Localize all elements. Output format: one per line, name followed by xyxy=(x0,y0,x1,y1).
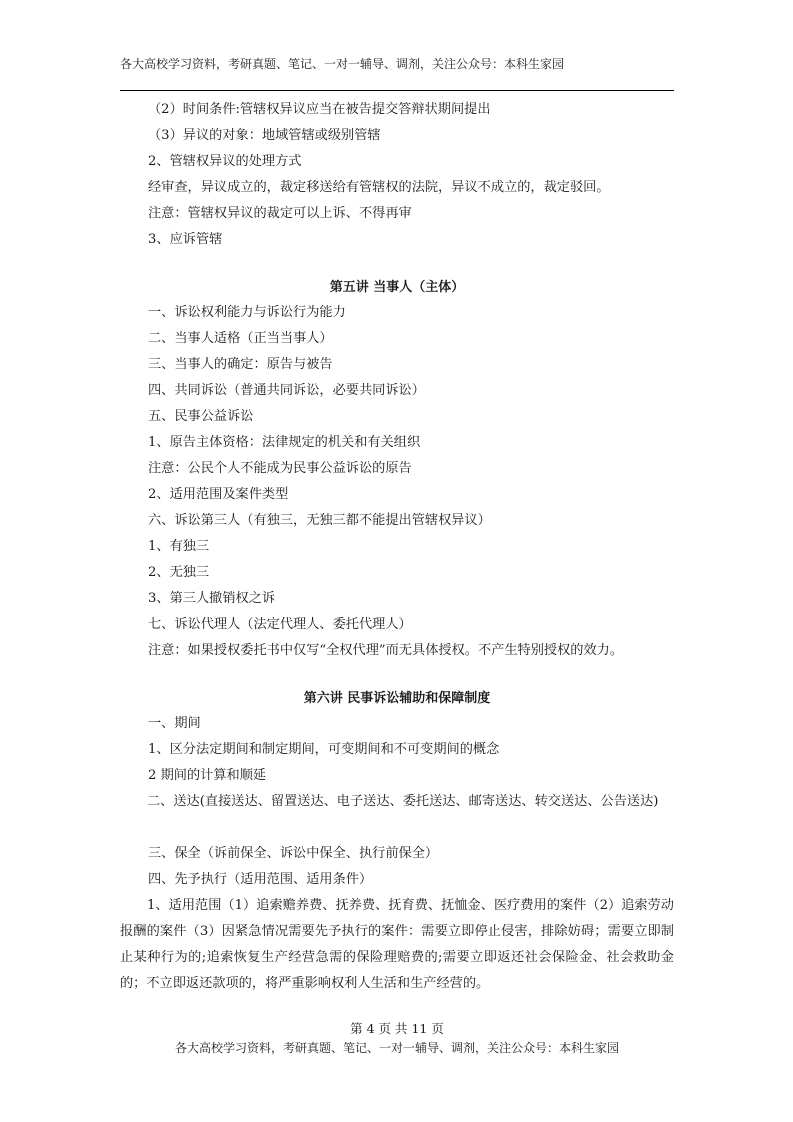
page-footer-text: 各大高校学习资料，考研真题、笔记、一对一辅导、调剂，关注公众号：本科生家园 xyxy=(174,1041,619,1055)
text-line: 经审查，异议成立的，裁定移送给有管辖权的法院，异议不成立的，裁定驳回。 xyxy=(148,180,610,195)
text-line: 3、第三人撤销权之诉 xyxy=(148,591,276,606)
text-line: 2 期间的计算和顺延 xyxy=(148,768,267,783)
text-line: （2）时间条件:管辖权异议应当在被告提交答辩状期间提出 xyxy=(148,102,491,117)
page-number: 第 4 页 共 11 页 xyxy=(350,1021,444,1036)
text-line: 三、当事人的确定：原告与被告 xyxy=(148,357,333,372)
text-line: 六、诉讼第三人（有独三，无独三都不能提出管辖权异议） xyxy=(148,513,491,528)
text-line: （3）异议的对象：地域管辖或级别管辖 xyxy=(148,128,381,143)
text-line: 注意：如果授权委托书中仅写“全权代理”而无具体授权。不产生特别授权的效力。 xyxy=(148,643,624,658)
text-line: 一、期间 xyxy=(148,716,201,731)
text-line: 2、无独三 xyxy=(148,565,210,580)
text-line: 注意：公民个人不能成为民事公益诉讼的原告 xyxy=(148,461,412,476)
section-6-title: 第六讲 民事诉讼辅助和保障制度 xyxy=(303,691,491,706)
header-divider xyxy=(120,90,674,91)
text-line: 五、民事公益诉讼 xyxy=(148,409,254,424)
text-line: 1、原告主体资格：法律规定的机关和有关组织 xyxy=(148,435,421,450)
page-header-text: 各大高校学习资料，考研真题、笔记、一对一辅导、调剂，关注公众号：本科生家园 xyxy=(120,57,565,71)
text-line: 七、诉讼代理人（法定代理人、委托代理人） xyxy=(148,617,412,632)
text-line: 注意：管辖权异议的裁定可以上诉、不得再审 xyxy=(148,206,412,221)
text-line: 二、当事人适格（正当当事人） xyxy=(148,331,333,346)
service-paragraph: 二、送达(直接送达、留置送达、电子送达、委托送达、邮寄送达、转交送达、公告送达) xyxy=(147,794,659,809)
text-line: 2、适用范围及案件类型 xyxy=(148,487,289,502)
text-line: 四、先予执行（适用范围、适用条件） xyxy=(148,872,373,887)
scope-paragraph: 1、适用范围（1）追索赡养费、抚养费、抚育费、抚恤金、医疗费用的案件（2）追索劳动报酬的案件（3）因紧急情况需要先予执行的案件：需要立即停止侵害，排除妨碍；需要立即制止某种行为的;追索恢复生产经营急需的保险理赔费的;需要立即返还社会保险金、社会救助金的；不立即返还款项的，将严重影响权利人生活和生产经营的。 xyxy=(120,898,674,991)
text-line: 3、应诉管辖 xyxy=(148,232,223,247)
text-line: 1、有独三 xyxy=(148,539,210,554)
text-line: 三、保全（诉前保全、诉讼中保全、执行前保全） xyxy=(148,846,439,861)
text-line: 一、诉讼权利能力与诉讼行为能力 xyxy=(148,305,346,320)
text-line: 四、共同诉讼（普通共同诉讼，必要共同诉讼） xyxy=(148,383,425,398)
section-5-title: 第五讲 当事人（主体） xyxy=(329,280,465,295)
text-line: 1、区分法定期间和制定期间，可变期间和不可变期间的概念 xyxy=(148,742,500,757)
text-line: 2、管辖权异议的处理方式 xyxy=(148,154,302,169)
